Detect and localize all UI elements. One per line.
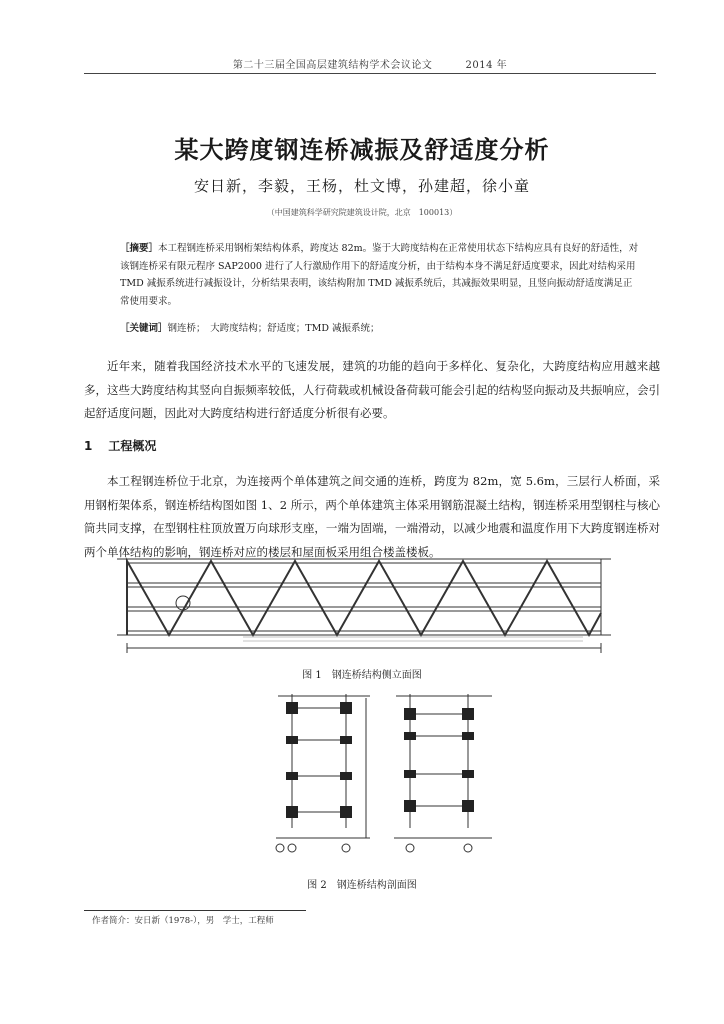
cross-section-left-figure (270, 688, 376, 860)
running-header (84, 56, 656, 71)
abstract (120, 240, 640, 310)
affiliation: （中国建筑科学研究院建筑设计院，北京 100013） (266, 208, 458, 217)
author-list: 安日新，李毅，王杨，杜文博，孙建超，徐小童 (193, 177, 530, 195)
section-heading (84, 437, 156, 454)
author-footnote: 作者简介：安日新（1978-），男 学士，工程师 (92, 916, 274, 926)
figure2-caption: 图 2 钢连桥结构剖面图 (307, 880, 417, 891)
figure1-caption: 图 1 钢连桥结构侧立面图 (302, 670, 422, 681)
header-year: 2014 年 (465, 60, 508, 71)
truss-elevation-figure (113, 553, 615, 663)
intro-paragraph: 近年来，随着我国经济技术水平的飞速发展，建筑的功能的趋向于多样化、复杂化，大跨度结构应用越来越多，这些大跨度结构其竖向自振频率较低，人行荷载或机械设备荷载可能会引起的结构竖向振动及共振响应，会引起舒适度问题，因此对大跨度结构进行舒适度分析很有必要。 (84, 359, 660, 420)
cross-section-right-figure (388, 688, 498, 860)
keywords (120, 320, 640, 334)
section-paragraph: 本工程钢连桥位于北京，为连接两个单体建筑之间交通的连桥，跨度为 82m，宽 5.6m，三层行人桥面，采用钢桁架体系，钢连桥结构图如图 1、2 所示，两个单体建筑主体采用钢筋混凝土结构，钢连桥采用型钢柱与核心筒共同支撑，在型钢柱柱顶放置万向球形支座，一端为固端，一端滑动，以减少地震和温度作用下大跨度钢连桥对两个单体结构的影响，钢连桥对应的楼层和屋面板采用组合楼盖楼板。 (84, 474, 660, 559)
header-rule (84, 73, 656, 74)
abstract-text: 本工程钢连桥采用钢桁架结构体系，跨度达 82m。鉴于大跨度结构在正常使用状态下结构应具有良好的舒适性，对该钢连桥采有限元程序 SAP2000 进行了人行激励作用下的舒适度分析，由于结构本身不满足舒适度要求，因此对结构采用 TMD 减振系统进行减振设计，分析结果表明，该结构附加 TMD 减振系统后，其减振效果明显，且竖向振动舒适度满足正常使用要求。 (120, 243, 639, 307)
header-text: 第二十三届全国高层建筑结构学术会议论文 (232, 60, 433, 71)
paper-title: 某大跨度钢连桥减振及舒适度分析 (174, 135, 550, 164)
keywords-text: 钢连桥； 大跨度结构；舒适度；TMD 减振系统； (167, 323, 380, 334)
section-number: 1 (84, 439, 93, 453)
abstract-label: ［摘要］ (120, 243, 159, 254)
section-title: 工程概况 (108, 439, 157, 453)
keywords-label: ［关键词］ (120, 323, 168, 334)
footnote-rule (84, 910, 306, 911)
